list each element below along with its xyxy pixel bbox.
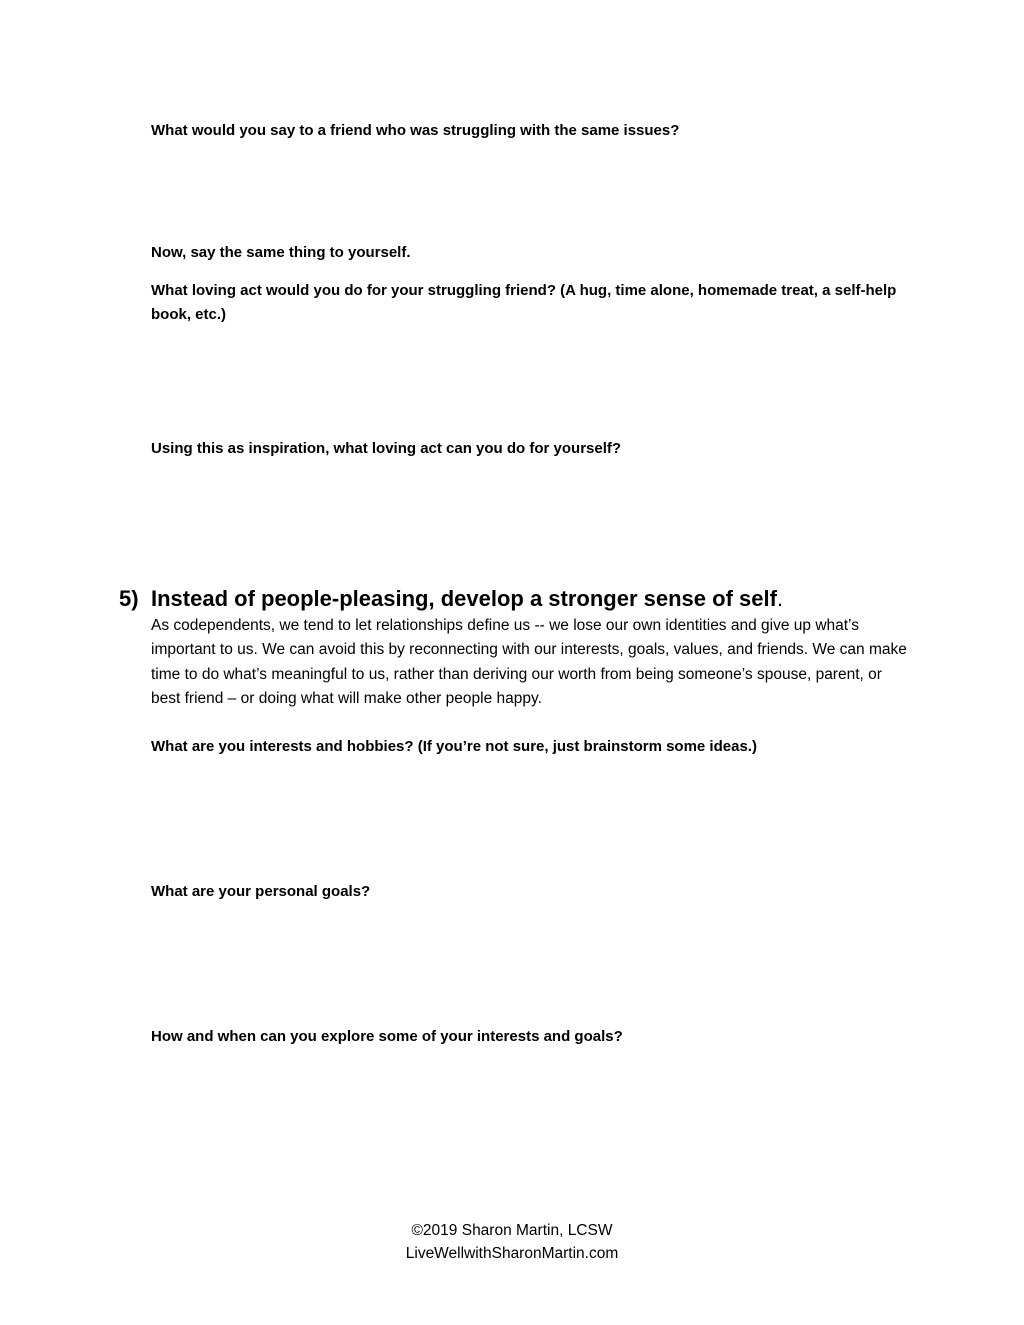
question-say-to-self: Now, say the same thing to yourself.: [151, 244, 411, 261]
question-personal-goals: What are your personal goals?: [151, 883, 371, 900]
section-title-punct: .: [776, 586, 784, 611]
question-interests-hobbies: What are you interests and hobbies? (If you’re not sure, just brainstorm some ideas.): [151, 738, 757, 755]
question-explore-interests: How and when can you explore some of your interests and goals?: [151, 1028, 623, 1045]
section-number: 5): [119, 586, 139, 611]
question-friend-words: What would you say to a friend who was struggling with the same issues?: [151, 122, 680, 139]
question-loving-act-friend: What loving act would you do for your struggling friend? (A hug, time alone, homemade treat, a self-help book, etc.): [151, 282, 897, 323]
question-loving-act-self: Using this as inspiration, what loving act can you do for yourself?: [151, 440, 622, 457]
section-5-body: As codependents, we tend to let relationships define us -- we lose our own identities and give up what’s important to us. We can avoid this by reconnecting with our interests, goals, values, and friends. We can make time to do what’s meaningful to us, rather than deriving our worth from being someone’s spouse, parent, or best friend – or doing what will make other people happy.: [151, 617, 907, 707]
section-5-heading: [119, 584, 919, 614]
footer-website: LiveWellwithSharonMartin.com: [405, 1245, 619, 1262]
page-footer: [0, 1219, 1024, 1265]
footer-copyright: ©2019 Sharon Martin, LCSW: [411, 1222, 613, 1239]
section-title: Instead of people-pleasing, develop a stronger sense of self: [151, 586, 777, 611]
